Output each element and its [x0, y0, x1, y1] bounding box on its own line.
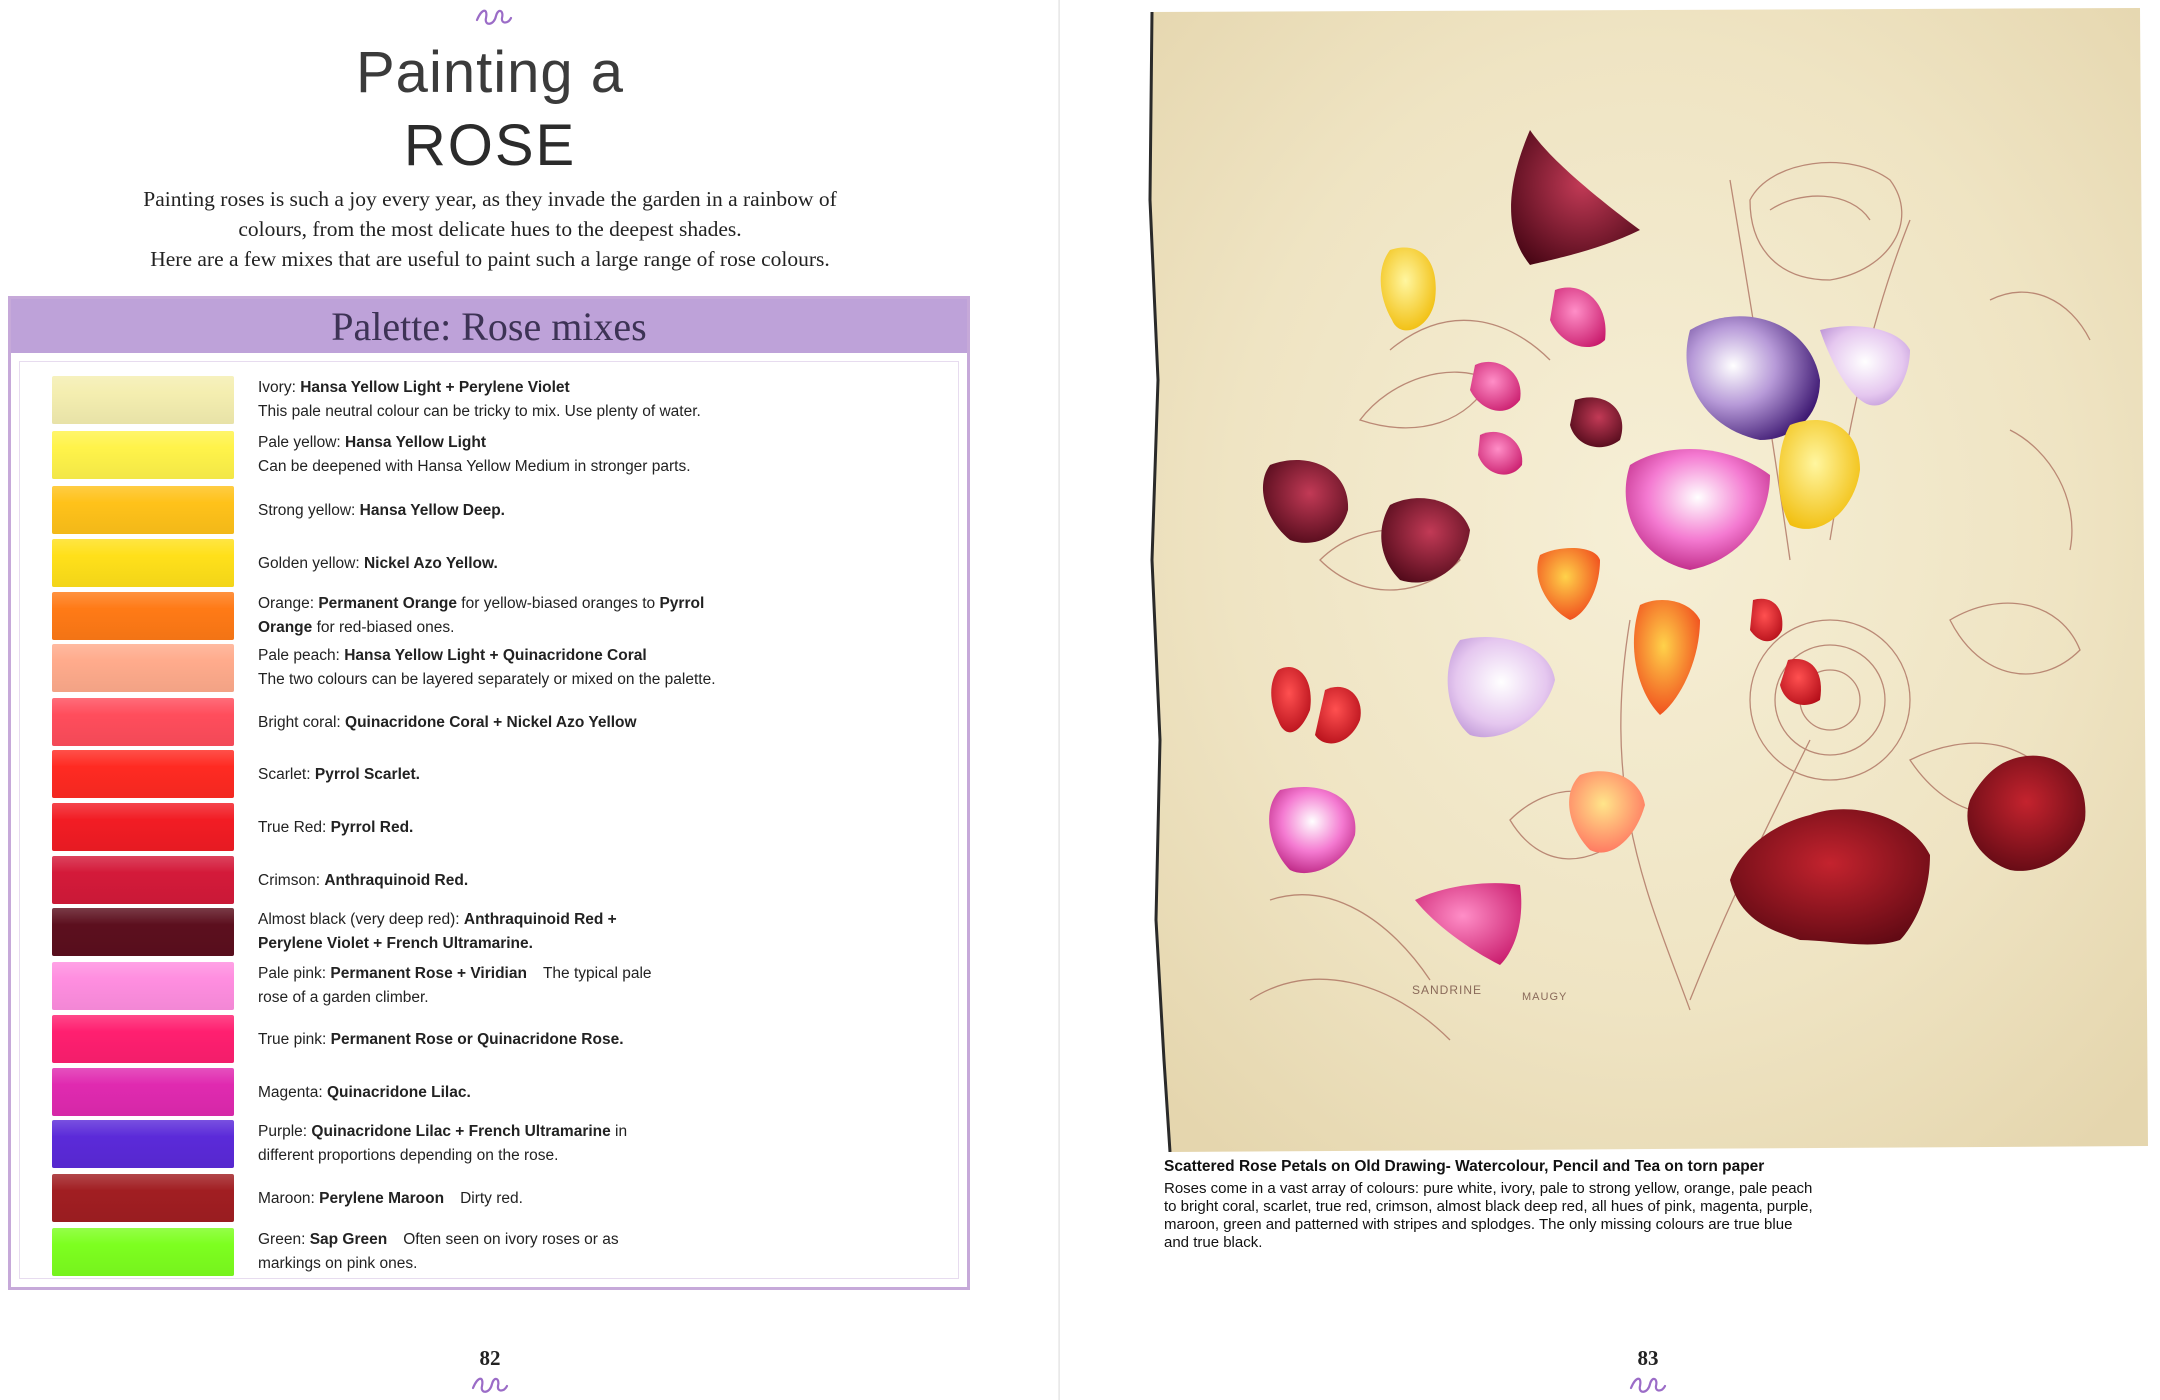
mix-row — [52, 1174, 938, 1224]
caption-line: to bright coral, scarlet, true red, crimson, almost black deep red, all hues of pink, magenta, purple, — [1164, 1198, 1813, 1215]
title-line-1: Painting a — [356, 38, 624, 108]
mix-note: Dirty red. — [460, 1190, 523, 1207]
mix-row — [52, 1228, 938, 1278]
mix-pigments: Anthraquinoid Red + — [463, 911, 617, 928]
mix-description — [258, 376, 958, 424]
mix-pigments: Perylene Maroon — [319, 1190, 445, 1207]
mix-connector-text: in — [610, 1123, 628, 1140]
mix-description — [258, 908, 958, 956]
mix-pigments-continued: Perylene Violet + French Ultramarine. — [258, 935, 533, 952]
mix-description — [258, 644, 958, 692]
artwork-caption — [1164, 1156, 1824, 1252]
mix-label: Magenta: — [258, 1084, 327, 1101]
mix-label: Ivory: — [258, 379, 301, 396]
color-swatch — [52, 1015, 234, 1063]
mix-pigments: Quinacridone Lilac. — [326, 1084, 471, 1101]
mix-note-line2: different proportions depending on the rose. — [258, 1147, 559, 1164]
mix-label: Crimson: — [258, 872, 325, 889]
swirl-ornament-icon — [470, 1374, 510, 1396]
mix-note: The typical pale — [542, 965, 652, 982]
mix-label: Golden yellow: — [258, 555, 364, 572]
svg-text:MAUGY: MAUGY — [1522, 991, 1568, 1003]
page-number-left: 82 — [479, 1346, 501, 1370]
caption-title: Scattered Rose Petals on Old Drawing- Watercolour, Pencil and Tea on torn paper — [1164, 1158, 1765, 1175]
mix-label: Orange: — [258, 595, 319, 612]
intro-line: colours, from the most delicate hues to the deepest shades. — [238, 217, 742, 241]
mix-label: Pale pink: — [258, 965, 331, 982]
color-swatch — [52, 908, 234, 956]
artist-signature: SANDRINE — [1412, 983, 1483, 997]
mix-description — [258, 592, 958, 640]
mix-label: Maroon: — [258, 1190, 320, 1207]
caption-line: maroon, green and patterned with stripes and splodges. The only missing colours are true blue — [1164, 1216, 1793, 1233]
mix-row — [52, 750, 938, 800]
color-swatch — [52, 1174, 234, 1222]
page-number-right: 83 — [1637, 1346, 1659, 1370]
color-swatch — [52, 698, 234, 746]
mix-pigments: Quinacridone Coral + Nickel Azo Yellow — [345, 714, 637, 731]
mix-description — [258, 1228, 958, 1276]
color-swatch — [52, 962, 234, 1010]
mix-row — [52, 1068, 938, 1118]
color-swatch — [52, 1120, 234, 1168]
mix-note-line2: rose of a garden climber. — [258, 989, 429, 1006]
palette-mix-list — [19, 361, 959, 1279]
title-line-2: ROSE — [403, 113, 577, 178]
color-swatch — [52, 803, 234, 851]
mix-label: Pale peach: — [258, 647, 345, 664]
mix-row — [52, 431, 938, 481]
mix-pigments: Nickel Azo Yellow. — [363, 555, 498, 572]
mix-pigments-secondary: Pyrrol — [659, 595, 705, 612]
mix-label: Scarlet: — [258, 766, 315, 783]
mix-row — [52, 539, 938, 589]
swirl-ornament-icon — [1628, 1374, 1668, 1396]
mix-label: Almost black (very deep red): — [258, 911, 464, 928]
mix-pigments: Sap Green — [309, 1231, 388, 1248]
intro-paragraph — [110, 184, 870, 274]
color-swatch — [52, 592, 234, 640]
mix-row — [52, 376, 938, 426]
mix-row — [52, 486, 938, 536]
mix-row — [52, 698, 938, 748]
caption-body — [1164, 1180, 1824, 1252]
mix-note-line2: for red-biased ones. — [312, 619, 455, 636]
color-swatch — [52, 539, 234, 587]
mix-connector-text: for yellow-biased oranges to — [457, 595, 660, 612]
color-swatch — [52, 376, 234, 424]
mix-pigments: Hansa Yellow Light — [345, 434, 486, 451]
mix-description — [258, 869, 958, 893]
mix-row — [52, 856, 938, 906]
left-page — [0, 0, 1060, 1400]
mix-pigments: Pyrrol Scarlet. — [314, 766, 420, 783]
page-title — [0, 38, 980, 186]
mix-label: True pink: — [258, 1031, 331, 1048]
mix-description — [258, 816, 958, 840]
mix-description — [258, 962, 958, 1010]
swirl-ornament-icon — [474, 6, 514, 28]
mix-label: True Red: — [258, 819, 331, 836]
color-swatch — [52, 486, 234, 534]
mix-label: Bright coral: — [258, 714, 346, 731]
mix-row — [52, 962, 938, 1012]
mix-row — [52, 908, 938, 958]
mix-description — [258, 1081, 958, 1105]
palette-box — [8, 296, 970, 1290]
mix-note: Often seen on ivory roses or as — [403, 1231, 619, 1248]
color-swatch — [52, 856, 234, 904]
rose-petals-painting — [1130, 0, 2160, 1152]
mix-row — [52, 1015, 938, 1065]
mix-description — [258, 499, 958, 523]
mix-description — [258, 1187, 958, 1211]
mix-pigments: Permanent Rose or Quinacridone Rose. — [330, 1031, 624, 1048]
mix-note-line2: This pale neutral colour can be tricky to mix. Use plenty of water. — [258, 403, 701, 420]
intro-line: Here are a few mixes that are useful to paint such a large range of rose colours. — [150, 247, 830, 271]
intro-line: Painting roses is such a joy every year, as they invade the garden in a rainbow of — [143, 187, 837, 211]
mix-pigments: Hansa Yellow Light + Perylene Violet — [300, 379, 570, 396]
mix-description — [258, 711, 958, 735]
mix-label: Green: — [258, 1231, 310, 1248]
mix-description — [258, 431, 958, 479]
mix-pigments: Hansa Yellow Light + Quinacridone Coral — [344, 647, 647, 664]
caption-line: Roses come in a vast array of colours: pure white, ivory, pale to strong yellow, orange, pale peach — [1164, 1180, 1813, 1197]
mix-label: Pale yellow: — [258, 434, 346, 451]
color-swatch — [52, 1068, 234, 1116]
mix-pigments-continued: Orange — [258, 619, 313, 636]
mix-label: Strong yellow: — [258, 502, 360, 519]
mix-description — [258, 552, 958, 576]
color-swatch — [52, 644, 234, 692]
mix-pigments: Pyrrol Red. — [330, 819, 414, 836]
mix-description — [258, 763, 958, 787]
caption-line: and true black. — [1164, 1234, 1263, 1251]
mix-label: Purple: — [258, 1123, 312, 1140]
mix-pigments: Anthraquinoid Red. — [324, 872, 469, 889]
mix-pigments: Hansa Yellow Deep. — [359, 502, 505, 519]
color-swatch — [52, 750, 234, 798]
mix-pigments: Permanent Orange — [318, 595, 457, 612]
mix-row — [52, 644, 938, 694]
mix-pigments: Quinacridone Lilac + French Ultramarine — [311, 1123, 611, 1140]
color-swatch — [52, 431, 234, 479]
mix-row — [52, 1120, 938, 1170]
mix-description — [258, 1028, 958, 1052]
mix-row — [52, 803, 938, 853]
mix-pigments: Permanent Rose + Viridian — [330, 965, 527, 982]
mix-note-line2: The two colours can be layered separately or mixed on the palette. — [258, 671, 716, 688]
mix-note-line2: Can be deepened with Hansa Yellow Medium in stronger parts. — [258, 458, 691, 475]
mix-description — [258, 1120, 958, 1168]
mix-row — [52, 592, 938, 642]
palette-title: Palette: Rose mixes — [11, 299, 967, 353]
mix-note-line2: markings on pink ones. — [258, 1255, 418, 1272]
color-swatch — [52, 1228, 234, 1276]
